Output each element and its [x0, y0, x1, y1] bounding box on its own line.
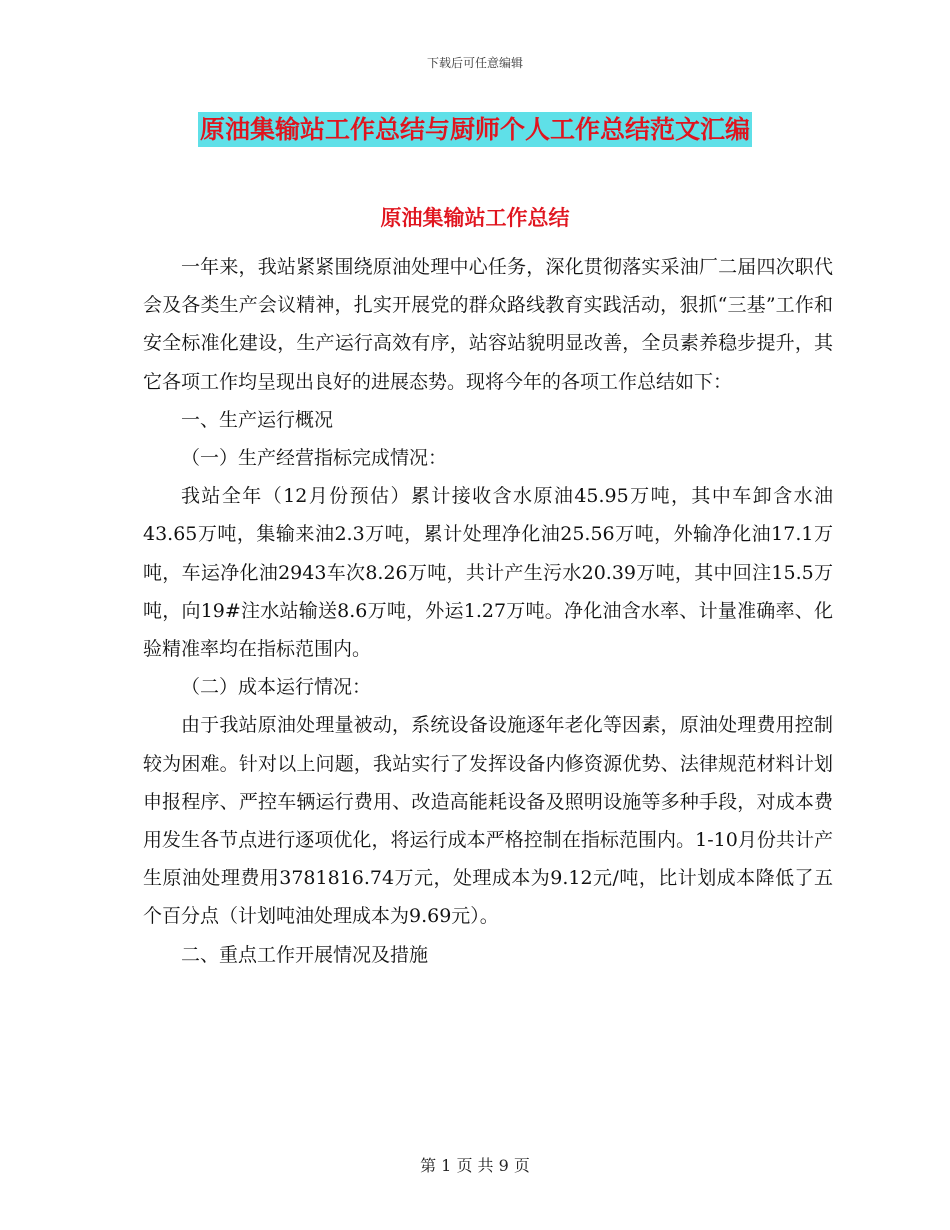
paragraph-intro: 一年来，我站紧紧围绕原油处理中心任务，深化贯彻落实采油厂二届四次职代会及各类生产会议精神，扎实开展党的群众路线教育实践活动，狠抓“三基”工作和安全标准化建设，生产运行高效有序，站容站貌明显改善，全员素养稳步提升，其它各项工作均呈现出良好的进展态势。现将今年的各项工作总结如下：	[143, 256, 833, 393]
heading-production-overview: 一、生产运行概况	[181, 408, 334, 431]
page-footer: 第 1 页 共 9 页	[420, 1156, 530, 1175]
document-title	[0, 110, 950, 146]
paragraph-indicators: 我站全年（12月份预估）累计接收含水原油45.95万吨，其中车卸含水油43.65万吨，集输来油2.3万吨，累计处理净化油25.56万吨，外输净化油17.1万吨，车运净化油2943车次8.26万吨，共计产生污水20.39万吨，其中回注15.5万吨，向19#注水站输送8.6万吨，外运1.27万吨。净化油含水率、计量准确率、化验精准率均在指标范围内。	[143, 485, 833, 661]
paragraph-cost: 由于我站原油处理量被动，系统设备设施逐年老化等因素，原油处理费用控制较为困难。针对以上问题，我站实行了发挥设备内修资源优势、法律规范材料计划申报程序、严控车辆运行费用、改造高能耗设备及照明设施等多种手段，对成本费用发生各节点进行逐项优化，将运行成本严格控制在指标范围内。1-10月份共计产生原油处理费用3781816.74万元，处理成本为9.12元/吨，比计划成本降低了五个百分点（计划吨油处理成本为9.69元）。	[143, 714, 833, 928]
section-title: 原油集输站工作总结	[380, 206, 570, 230]
body-text	[143, 248, 833, 974]
heading-indicators: （一）生产经营指标完成情况：	[181, 447, 448, 470]
document-title-text: 原油集输站工作总结与厨师个人工作总结范文汇编	[198, 112, 752, 147]
heading-cost: （二）成本运行情况：	[181, 676, 372, 699]
heading-key-work: 二、重点工作开展情况及措施	[181, 943, 429, 966]
header-note: 下载后可任意编辑	[426, 56, 523, 70]
